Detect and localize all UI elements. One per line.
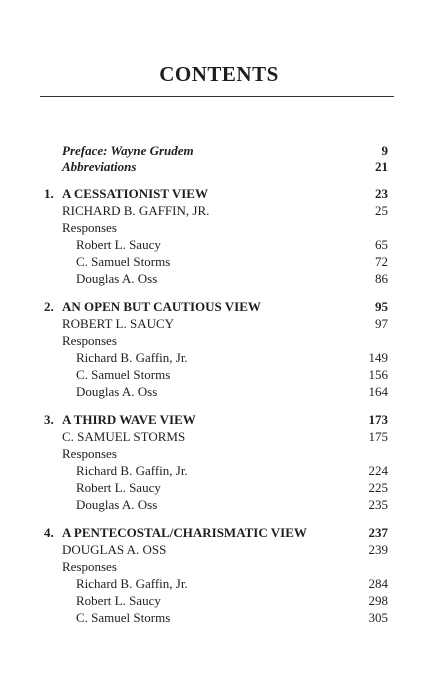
response-name: Robert L. Saucy [76, 480, 161, 495]
response-name: Douglas A. Oss [76, 271, 158, 286]
response-name: Richard B. Gaffin, Jr. [76, 463, 188, 478]
response-page: 298 [368, 593, 388, 608]
chapter-number: 2. [44, 299, 54, 314]
toc-chapter-author[interactable] [0, 315, 438, 333]
responses-label: Responses [62, 333, 117, 348]
response-page: 156 [368, 367, 388, 382]
response-name: C. Samuel Storms [76, 254, 171, 269]
response-page: 235 [368, 497, 388, 512]
toc-entry-label: Abbreviations [62, 159, 137, 174]
chapter-page: 95 [375, 299, 388, 314]
author-name: DOUGLAS A. OSS [62, 542, 167, 557]
responses-label: Responses [62, 220, 117, 235]
author-name: RICHARD B. GAFFIN, JR. [62, 203, 210, 218]
toc-chapter-heading[interactable] [0, 411, 438, 429]
chapter-number: 3. [44, 412, 54, 427]
toc-chapter-heading[interactable] [0, 524, 438, 542]
toc-response-entry[interactable] [0, 349, 438, 367]
response-page: 224 [368, 463, 388, 478]
response-name: Douglas A. Oss [76, 497, 158, 512]
toc-chapter-author[interactable] [0, 541, 438, 559]
response-page: 86 [375, 271, 388, 286]
chapter-title: A THIRD WAVE VIEW [62, 412, 196, 427]
responses-heading [0, 558, 438, 576]
response-name: C. Samuel Storms [76, 610, 171, 625]
toc-response-entry[interactable] [0, 366, 438, 384]
toc-entry-page: 9 [381, 143, 388, 158]
author-name: C. SAMUEL STORMS [62, 429, 186, 444]
toc-chapter-author[interactable] [0, 428, 438, 446]
toc-chapter-heading[interactable] [0, 185, 438, 203]
author-page: 25 [375, 203, 388, 218]
response-page: 225 [368, 480, 388, 495]
page-title: CONTENTS [159, 62, 279, 86]
toc-response-entry[interactable] [0, 479, 438, 497]
response-name: Douglas A. Oss [76, 384, 158, 399]
response-page: 65 [375, 237, 388, 252]
toc-entry-label: Preface: Wayne Grudem [62, 143, 194, 158]
toc-entry-page: 21 [375, 159, 388, 174]
responses-label: Responses [62, 446, 117, 461]
response-name: Richard B. Gaffin, Jr. [76, 576, 188, 591]
response-page: 164 [368, 384, 388, 399]
response-page: 284 [368, 576, 388, 591]
chapter-number: 1. [44, 186, 54, 201]
toc-response-entry[interactable] [0, 592, 438, 610]
chapter-page: 173 [368, 412, 388, 427]
response-page: 72 [375, 254, 388, 269]
toc-entry-abbreviations[interactable] [0, 158, 438, 176]
toc-response-entry[interactable] [0, 236, 438, 254]
chapter-page: 23 [375, 186, 388, 201]
title-divider [40, 96, 394, 97]
toc-response-entry[interactable] [0, 270, 438, 288]
responses-heading [0, 445, 438, 463]
chapter-title: AN OPEN BUT CAUTIOUS VIEW [62, 299, 261, 314]
response-name: Robert L. Saucy [76, 237, 161, 252]
response-name: Robert L. Saucy [76, 593, 161, 608]
author-page: 175 [368, 429, 388, 444]
responses-heading [0, 219, 438, 237]
response-page: 305 [368, 610, 388, 625]
toc-response-entry[interactable] [0, 383, 438, 401]
chapter-title: A CESSATIONIST VIEW [62, 186, 208, 201]
toc-response-entry[interactable] [0, 496, 438, 514]
chapter-title: A PENTECOSTAL/CHARISMATIC VIEW [62, 525, 307, 540]
author-page: 239 [368, 542, 388, 557]
response-page: 149 [368, 350, 388, 365]
toc-response-entry[interactable] [0, 575, 438, 593]
toc-chapter-author[interactable] [0, 202, 438, 220]
response-name: Richard B. Gaffin, Jr. [76, 350, 188, 365]
chapter-number: 4. [44, 525, 54, 540]
toc-response-entry[interactable] [0, 462, 438, 480]
responses-heading [0, 332, 438, 350]
author-name: ROBERT L. SAUCY [62, 316, 175, 331]
toc-response-entry[interactable] [0, 253, 438, 271]
response-name: C. Samuel Storms [76, 367, 171, 382]
responses-label: Responses [62, 559, 117, 574]
toc-chapter-heading[interactable] [0, 298, 438, 316]
chapter-page: 237 [368, 525, 388, 540]
author-page: 97 [375, 316, 388, 331]
toc-response-entry[interactable] [0, 609, 438, 627]
